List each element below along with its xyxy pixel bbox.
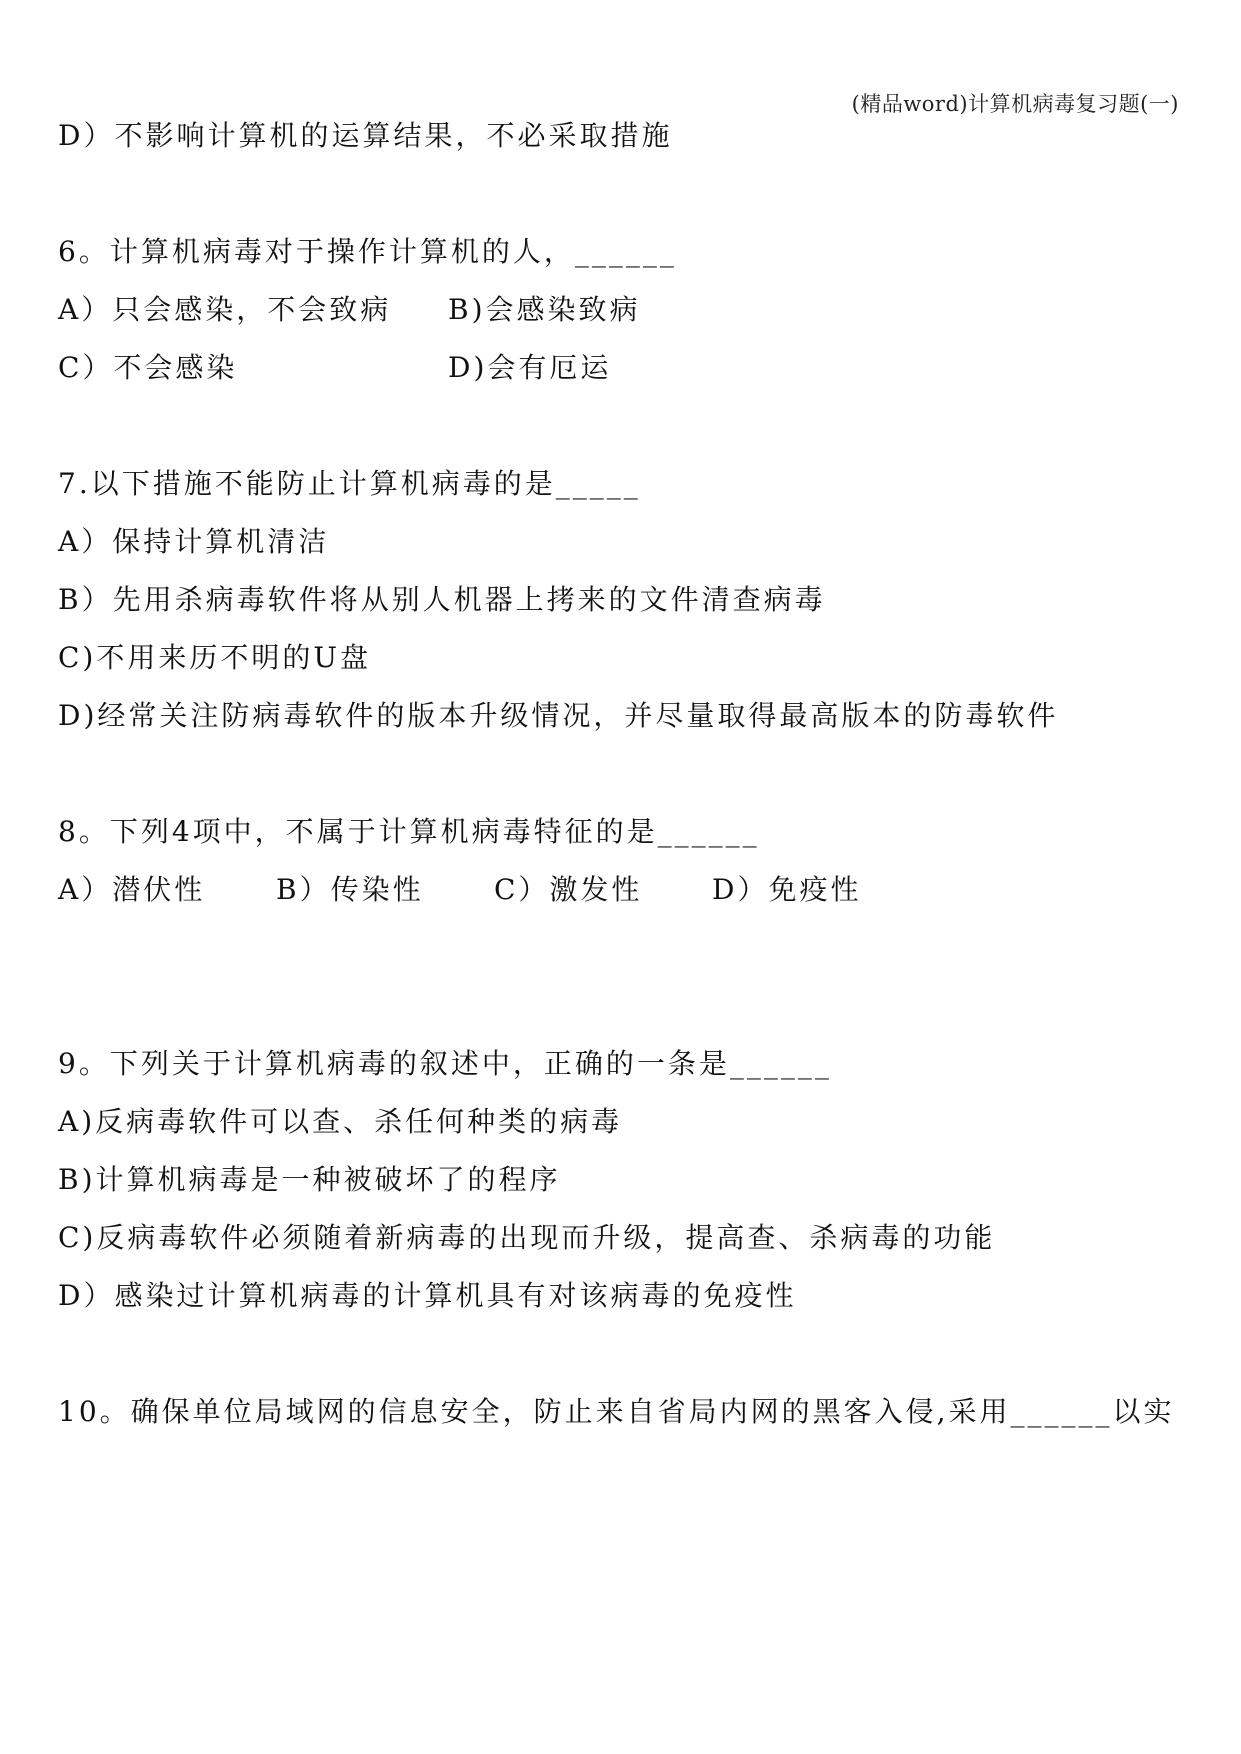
q8-option-d: D）免疫性	[712, 873, 862, 906]
q8-options-row	[58, 872, 1188, 908]
q6-options-row-2	[58, 350, 1188, 386]
q6-option-b: B)会感染致病	[448, 293, 641, 326]
q6-option-c: C）不会感染	[58, 351, 238, 384]
page-header-title: (精品word)计算机病毒复习题(一)	[851, 92, 1179, 116]
q7-option-c: C)不用来历不明的U盘	[58, 641, 371, 674]
q5-option-d: D）不影响计算机的运算结果，不必采取措施	[58, 119, 673, 152]
q8-question: 8。下列4项中，不属于计算机病毒特征的是______	[58, 815, 760, 848]
q6-option-d: D)会有厄运	[448, 351, 612, 384]
q8-option-a: A）潜伏性	[58, 873, 206, 906]
q9-option-c: C)反病毒软件必须随着新病毒的出现而升级，提高查、杀病毒的功能	[58, 1221, 996, 1254]
q7-option-d: D)经常关注防病毒软件的版本升级情况，并尽量取得最高版本的防毒软件	[58, 699, 1059, 732]
q6-options-row-1	[58, 292, 1188, 328]
q8-option-c: C）激发性	[494, 873, 643, 906]
q7-question: 7.以下措施不能防止计算机病毒的是_____	[58, 467, 641, 500]
q6-question: 6。计算机病毒对于操作计算机的人，______	[58, 235, 677, 268]
q9-option-b: B)计算机病毒是一种被破坏了的程序	[58, 1163, 561, 1196]
q6-option-a: A）只会感染，不会致病	[58, 293, 392, 326]
q9-option-a: A)反病毒软件可以查、杀任何种类的病毒	[58, 1105, 623, 1138]
q9-option-d: D）感染过计算机病毒的计算机具有对该病毒的免疫性	[58, 1279, 797, 1312]
q7-option-a: A）保持计算机清洁	[58, 525, 330, 558]
q8-option-b: B）传染性	[276, 873, 424, 906]
q9-question: 9。下列关于计算机病毒的叙述中，正确的一条是______	[58, 1047, 832, 1080]
q7-option-b: B）先用杀病毒软件将从别人机器上拷来的文件清查病毒	[58, 583, 826, 616]
q10-question: 10。确保单位局域网的信息安全，防止来自省局内网的黑客入侵,采用______以实	[58, 1395, 1175, 1428]
